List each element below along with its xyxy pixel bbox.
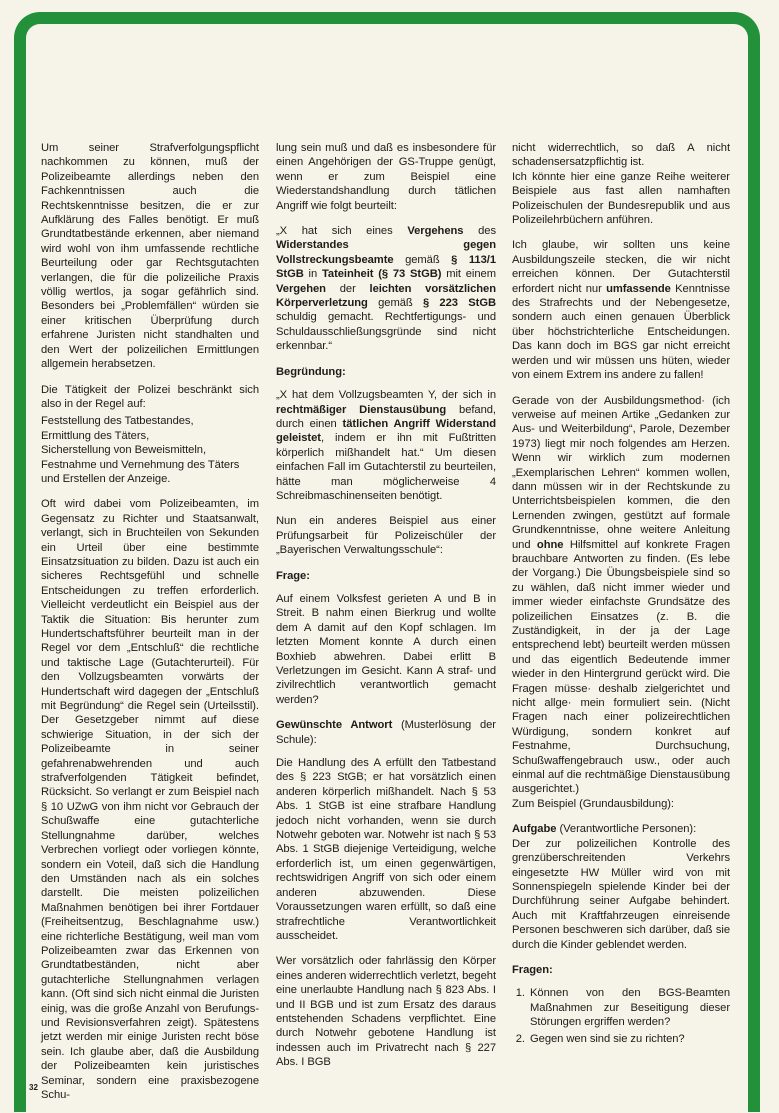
text: (Verantwortliche Personen): [556, 823, 697, 836]
text: Kenntnisse des Strafrechts und der Nebengesetze, sondern auch einen genauen Überblick über höchstrichterliche Entscheidungen. Das kann doch im BGS gar nicht erreicht werden und wir müssen uns hüten, wieder von einem Extrem ins andere zu fallen! [512, 282, 730, 382]
bold-text: § 223 StGB [422, 297, 496, 310]
bold-text: Widerstandes gegen Vollstreckungsbeamte [276, 239, 496, 266]
list-item: 1. Können von den BGS-Beamten Maßnahmen zur Beseitigung dieser Störungen ergriffen werden? [528, 986, 730, 1029]
text: schuldig gemacht. Rechtfertigungs- und Schuldausschließungsgründe sind nicht erkennbar.“ [276, 311, 496, 353]
text: des [463, 225, 496, 238]
text: der [325, 282, 370, 295]
paragraph: lung sein muß und daß es insbesondere für einen Angehörigen der GS-Truppe genügt, wenn er zum Beispiel eine Wiederstandshandlung durch tätlichen Angriff wie folgt beurteilt: [276, 142, 496, 212]
page-number: 32 [29, 1083, 38, 1092]
text: gemäß [367, 297, 423, 310]
text: befand, durch einen [276, 403, 496, 430]
text: mit einem [441, 268, 496, 281]
bold-text: Gewünschte Antwort [276, 719, 393, 732]
bold-text: Tateinheit (§ 73 StGB) [321, 268, 442, 281]
text: (Musterlösung der Schule): [276, 719, 496, 746]
text: Ich glaube, wir sollten uns keine Ausbildungszeile stecken, die wir nicht erreichen können. Der Gutachterstil erfordert nicht nur [512, 239, 730, 295]
heading-antwort [276, 718, 496, 747]
list-item: 2. Gegen wen sind sie zu richten? [528, 1032, 730, 1046]
bold-text: Vergehen [276, 282, 326, 295]
list-paragraph: Feststellung des Tatbestandes, Ermittlung des Täters, Sicherstellung von Beweismitteln, Festnahme und Vernehmung des Täters und Erstellen der Anzeige. [41, 415, 240, 485]
bold-text: rechtmäßiger Dienstausübung [276, 403, 447, 416]
bold-text: Aufgabe [512, 823, 557, 836]
paragraph [512, 394, 730, 812]
column-2 [276, 141, 496, 1081]
bold-text: ohne [536, 538, 564, 551]
paragraph: Um seiner Strafverfolgungspflicht nachkommen zu können, muß der Polizeibeamte allerdings neben den Fachkenntnissen auch die Rechtskenntnisse besitzen, die er zur Aufklärung des Falles benötigt. Er muß Grundtatbestände erkennen, aber niemand wird wohl von ihm umfassende rechtliche Beurteilung oder gar Rechtsgutachten verlangen, die für die polizeiliche Praxis völlig wertlos, ja sogar gefährlich sind. Besonders bei „Problemfällen“ würden sie einer kritischen Überprüfung durch erfahrene Juristen nicht standhalten und den Wert der polizeilichen Ermittlungen allgemein herabsetzen. [41, 142, 259, 371]
heading-aufgabe [512, 822, 730, 836]
fragen-list [512, 986, 730, 1046]
paragraph: Die Handlung des A erfüllt den Tatbestand des § 223 StGB; er hat vorsätzlich einen anderen körperlich mißhandelt. Nach § 53 Abs. 1 StGB ist eine strafbare Handlung jedoch nicht vorhanden, wenn sie durch Notwehr geboten war. Notwehr ist nach § 53 Abs. 1 StGB diejenige Verteidigung, welche erforderlich ist, um einen gegenwärtigen, rechtswidrigen Angriff von sich oder einem anderen abzuwenden. Diese Voraussetzungen waren erfüllt, so daß eine strafrechtliche Verantwortlichkeit ausscheidet. [276, 757, 496, 942]
paragraph: Die Tätigkeit der Polizei beschränkt sich also in der Regel auf: [41, 383, 259, 410]
heading-fragen: Fragen: [512, 963, 553, 976]
paragraph [512, 238, 730, 382]
bold-text: Vergehens [407, 225, 464, 238]
text: „X hat dem Vollzugsbeamten Y, der sich in [276, 389, 496, 402]
column-1 [41, 141, 259, 1113]
paragraph: nicht widerrechtlich, so daß A nicht schadensersatzpflichtig ist. Ich könnte hier eine ganze Reihe weiterer Beispiele aus fast allen namhaften Polizeischulen der Bundesrepublik und aus Polizeilehrbüchern anführen. [512, 142, 730, 227]
quote-paragraph [276, 388, 496, 503]
text: , indem er ihn mit Fußtritten körperlich mißhandelt hat.“ Um diesen einfachen Fall im Gutachterstil zu beurteilen, hätte man möglicherweise 4 Schreibmaschinenseiten benötigt. [276, 432, 496, 502]
text: in [303, 268, 322, 281]
paragraph: Auf einem Volksfest gerieten A und B in Streit. B nahm einen Bierkrug und wollte dem A damit auf den Kopf schlagen. Im letzten Moment konnte A durch einen Boxhieb abwehren. Dabei erlitt B Verletzungen im Gesicht. Kann A straf- und zivilrechtlich verantwortlich gemacht werden? [276, 592, 496, 706]
paragraph: Der zur polizeilichen Kontrolle des grenzüberschreitenden Verkehrs eingesetzte HW Müller wird von mit Sonnenspiegeln spielende Kinder bei der Durchführung seiner Aufgabe behindert. Auch mit Kraftfahrzeugen einreisende Personen beschweren sich darüber, daß sie durch die Kinder geblendet werden. [512, 837, 730, 951]
bold-text: umfassende [606, 282, 671, 295]
text: Gerade von der Ausbildungsmethod· (ich verweise auf meinen Artike „Gedanken zur Aus- und Weiterbildung“, Parole, Dezember 1973) liegt mir noch folgendes am Herzen. Wenn wir wirklich zum modernen „Exemplarischen Lehren“ kommen wollen, dann müssen wir in der Rechtskunde zu Unterrichtsbeispielen kommen, die den Lernenden zwingen, gestützt auf formale Grundkenntnisse, ohne weitere Anleitung und [512, 394, 730, 551]
bold-text: § 113/1 StGB [276, 253, 496, 281]
paragraph: Nun ein anderes Beispiel aus einer Prüfungsarbeit für Polizeischüler der „Bayerischen Verwaltungsschule“: [276, 515, 496, 557]
text: gemäß [393, 253, 452, 266]
paragraph: Wer vorsätzlich oder fahrlässig den Körper eines anderen widerrechtlich verletzt, begeht eine unerlaubte Handlung nach § 823 Abs. I und II BGB und ist zum Ersatz des daraus entstehenden Schadens verpflichtet. Eine durch Notwehr gebotene Handlung ist indessen auch im Privatrecht nach § 227 Abs. I BGB [276, 955, 496, 1069]
bold-text: tätlichen Angriff Widerstand geleistet [276, 417, 496, 445]
column-3 [512, 141, 730, 1048]
paragraph: Oft wird dabei vom Polizeibeamten, im Gegensatz zu Richter und Staatsanwalt, verlangt, sich in Bruchteilen von Sekunden ein Urteil über eine bestimmte Einsatzsituation zu bilden. Dazu ist auch ein sicheres Rechtsgefühl und schnelle Entscheidungen zu treffen erforderlich. Vielleicht verdeutlicht ein Beispiel aus der Taktik die Situation: Bis herunter zum Hundertschaftsführer beurteilt man in der Regel vor dem „Entschluß“ die rechtliche und taktische Lage (Gutachterurteil). Für den Vollzugsbeamten vorwärts der Hundertschaft wird dagegen der „Entschluß mit Begründung“ die Regel sein (Urteilsstil). Der Gesetzgeber nimmt auf diese schwierige Situation, in der sich der Polizeibeamte in seiner gefahrenabwehrenden und auch strafverfolgenden Tätigkeit befindet, Rücksicht. So verlangt er zum Beispiel nach § 10 UZwG von ihm nicht vor Gebrauch der Schußwaffe eine gutachterliche Stellungnahme darüber, welches Verbrechen vorliegt oder vorliegen könnte, sondern ein Voteil, daß sich die Handlung den Umständen nach als ein solches darstellt. Die meisten polizeilichen Maßnahmen benötigen bei ihrer Fortdauer (Freiheitsentzug, Beschlagnahme usw.) eine richterliche Bestätigung, weil man vom Polizeibeamten zwar das Erkennen von Grundtatbeständen, nicht aber gutachterliche Stellungnahmen verlagen kann. (Oft sind sich nicht einmal die Juristen einig, was die große Anzahl von Berufungs- und Revisionsverfahren zeigt). Spätestens jetzt werden mir einige Juristen recht böse sein. Ich glaube aber, daß die Ausbildung der Polizeibeamten kein juristisches Seminar, sondern eine praxisbezogene Schu- [41, 498, 259, 1101]
heading-frage: Frage: [276, 569, 310, 582]
text: „X hat sich eines [276, 225, 408, 238]
quote-paragraph [276, 224, 496, 354]
text: Hilfsmittel auf konkrete Fragen brauchbare Antworten zu finden. (Es lebe der Vorgang.) Die Übungsbeispiele sind so zu wählen, daß nicht immer wieder und immer wieder einfachste Grundsätze des polizeilichen Einsatzes (z. B. die Zuständigkeit, in der ja der Lage entsprechend lebt) beurteilt werden müssen und das eigentlich Bedeutende immer wieder in den Hintergrund gerückt wird. Die Fragen müsse· deshalb zielgerichtet und nicht allge· mein formuliert sein. (Nicht Fragen nach einer polizeirechtlichen Würdigung, sondern konkret auf Festnahme, Durchsuchung, Schußwaffengebrauch usw., oder auch einmal auf die rechtmäßige Dienstausübung ausgerichtet.) Zum Beispiel (Grundausbildung): [512, 538, 730, 810]
bold-text: leichten vorsätzlichen Körperverletzung [276, 282, 496, 310]
heading-begruendung: Begründung: [276, 365, 346, 378]
